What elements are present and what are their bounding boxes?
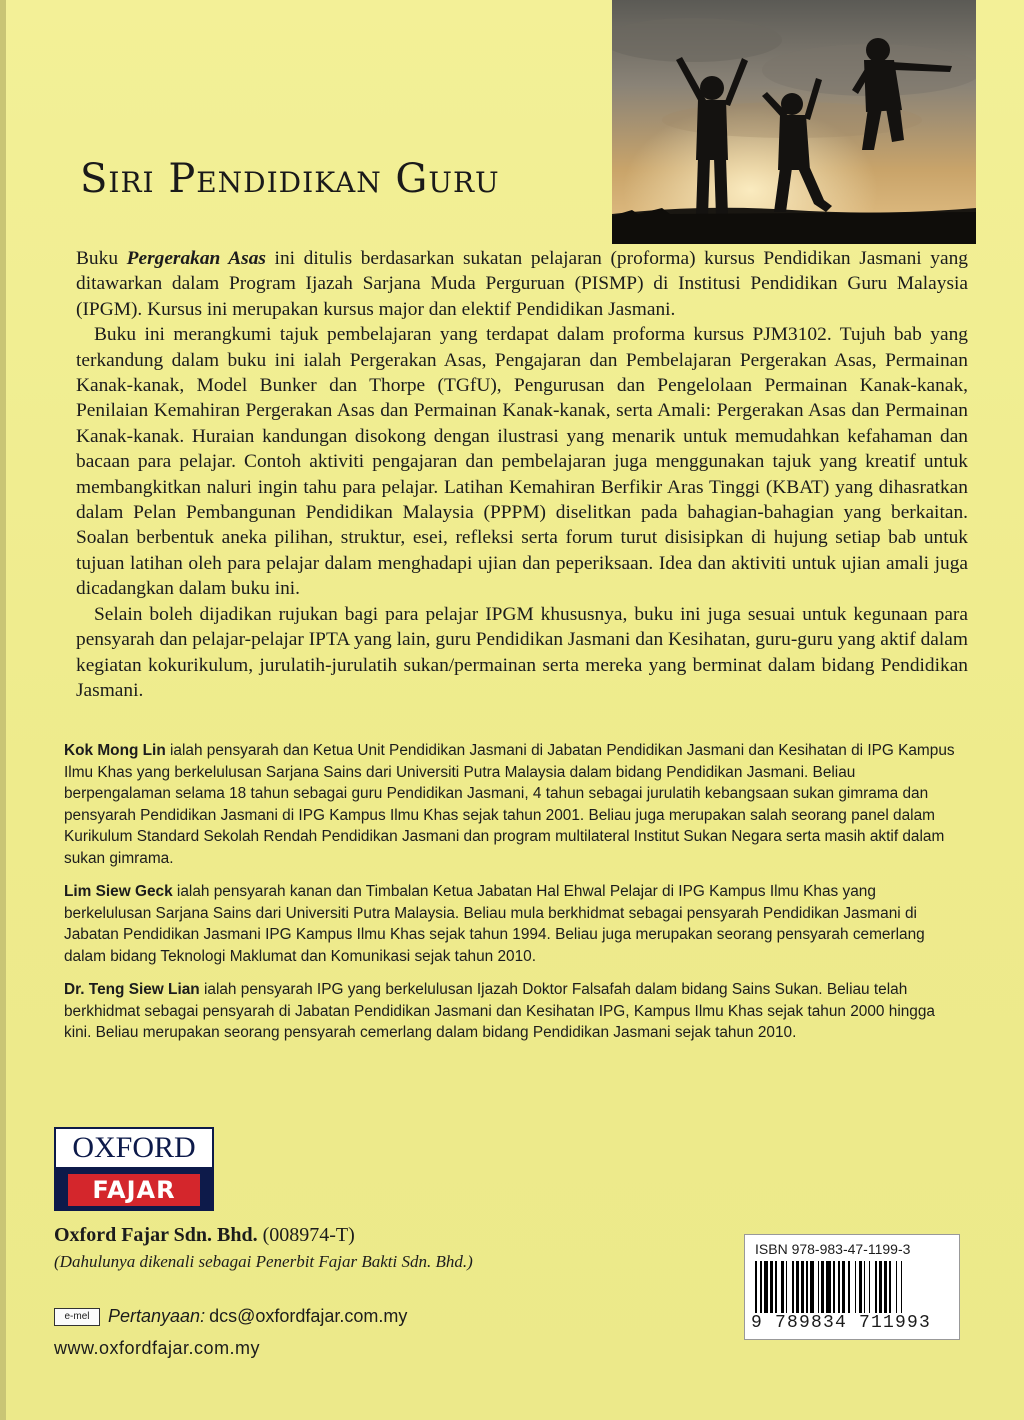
barcode-bar	[896, 1261, 898, 1313]
barcode-bar	[810, 1261, 815, 1313]
author-bios	[64, 740, 960, 1056]
barcode-bar	[755, 1261, 757, 1313]
email-tag-icon: e-mel	[54, 1308, 100, 1326]
barcode-bar	[869, 1261, 871, 1313]
book-description	[76, 246, 968, 703]
publisher-former-name: (Dahulunya dikenali sebagai Penerbit Fajar Bakti Sdn. Bhd.)	[54, 1252, 473, 1271]
author-bio	[64, 881, 960, 967]
publisher-company: Oxford Fajar Sdn. Bhd.	[54, 1224, 258, 1246]
book-title: Pergerakan Asas	[126, 248, 266, 269]
barcode-bar	[901, 1261, 903, 1313]
oxford-fajar-logo	[54, 1127, 214, 1211]
barcode-bars	[755, 1261, 949, 1313]
barcode-bar	[833, 1261, 835, 1313]
barcode-bar	[864, 1261, 866, 1313]
barcode-bar	[760, 1261, 762, 1313]
author-name: Kok Mong Lin	[64, 742, 166, 759]
cover-photo-children-jumping	[612, 0, 976, 244]
description-text: Buku	[76, 248, 127, 269]
barcode-bar	[848, 1261, 850, 1313]
barcode-bar	[764, 1261, 769, 1313]
logo-fajar-band	[54, 1169, 214, 1211]
barcode-bar	[775, 1261, 777, 1313]
barcode-bar	[818, 1261, 820, 1313]
barcode-bar	[879, 1261, 882, 1313]
author-bio	[64, 740, 960, 869]
author-bio-text: ialah pensyarah kanan dan Timbalan Ketua Jabatan Hal Ehwal Pelajar di IPG Kampus Ilmu Khas yang berkelulusan Sarjana Sains dari Universiti Putra Malaysia. Beliau mula berkhidmat sebagai pensyarah Pendidikan Jasmani di Jabatan Pendidikan Jasmani IPG Kampus Ilmu Khas sejak tahun 1994. Beliau juga merupakan seorang pensyarah cemerlang dalam bidang Teknologi Maklumat dan Komunikasi sejak tahun 2010.	[64, 883, 925, 965]
author-bio-text: ialah pensyarah dan Ketua Unit Pendidikan Jasmani di Jabatan Pendidikan Jasmani dan Kesihatan di IPG Kampus Ilmu Khas yang berkelulusan Sarjana Sains dari Universiti Putra Malaysia dalam bidang Pendidikan Jasmani. Beliau berpengalaman selama 18 tahun sebagai guru Pendidikan Jasmani, 4 tahun sebagai jurulatih kebangsaan sukan gimrama dan pensyarah Pendidikan Jasmani di IPG Kampus Ilmu Khas sejak tahun 2001. Beliau juga merupakan salah seorang panel dalam Kurikulum Standard Sekolah Rendah Pendidikan Jasmani dan program multilateral Institut Sukan Negara serta masih aktif dalam sukan gimrama.	[64, 742, 955, 867]
barcode-bar	[859, 1261, 862, 1313]
barcode-bar	[889, 1261, 891, 1313]
description-paragraph-1	[76, 246, 968, 322]
barcode-bar	[786, 1261, 788, 1313]
barcode-bar	[842, 1261, 845, 1313]
description-paragraph-2: Buku ini merangkumi tajuk pembelajaran yang terdapat dalam proforma kursus PJM3102. Tujuh bab yang terkandung dalam buku ini ialah Pergerakan Asas, Pengajaran dan Pembelajaran Pergerakan Asas, Permainan Kanak-kanak, Model Bunker dan Thorpe (TGfU), Pengurusan dan Pengelolaan Permainan Kanak-kanak, Penilaian Kemahiran Pergerakan Asas dan Permainan Kanak-kanak, serta Amali: Pergerakan Asas dan Permainan Kanak-kanak. Huraian kandungan disokong dengan ilustrasi yang menarik untuk memudahkan kefahaman dan bacaan para pelajar. Contoh aktiviti pengajaran dan pembelajaran juga menggunakan tajuk yang kreatif untuk membangkitkan naluri ingin tahu para pelajar. Latihan Kemahiran Berfikir Aras Tinggi (KBAT) yang dihasratkan dalam Pelan Pembangunan Pendidikan Malaysia (PPPM) diselitkan pada bahagian-bahagian yang berkaitan. Soalan berbentuk aneka pilihan, struktur, esei, refleksi serta forum turut disisipkan di hujung setiap bab untuk tujuan latihan oleh para pelajar dalam menghadapi ujian dan peperiksaan. Idea dan aktiviti untuk ujian amali juga dicadangkan dalam buku ini.	[76, 324, 968, 600]
author-bio	[64, 979, 960, 1044]
publisher-reg-number: (008974-T)	[257, 1224, 355, 1246]
barcode-bar	[875, 1261, 877, 1313]
author-name: Dr. Teng Siew Lian	[64, 981, 200, 998]
enquiry-label: Pertanyaan:	[108, 1306, 206, 1326]
description-text: ini ditulis berdasarkan sukatan pelajaran (proforma) kursus Pendidikan Jasmani yang ditawarkan dalam Program Ijazah Sarjana Muda Perguruan (PISMP) di Institusi Pendidikan Guru Malaysia (IPGM). Kursus ini merupakan kursus major dan elektif Pendidikan Jasmani.	[76, 248, 968, 320]
barcode-bar	[781, 1261, 784, 1313]
barcode-bar	[770, 1261, 773, 1313]
barcode-bar	[855, 1261, 857, 1313]
logo-fajar-text: FAJAR	[68, 1174, 200, 1206]
contact-email-line	[54, 1306, 407, 1327]
author-bio-text: ialah pensyarah IPG yang berkelulusan Ijazah Doktor Falsafah dalam bidang Sains Sukan. Beliau telah berkhidmat sebagai pensyarah di Jabatan Pendidikan Jasmani dan Kesihatan IPG, Kampus Ilmu Khas sejak tahun 2000 hingga kini. Beliau merupakan seorang pensyarah cemerlang dalam bidang Pendidikan Jasmani sejak tahun 2010.	[64, 981, 935, 1041]
barcode-bar	[884, 1261, 887, 1313]
cover-spine-edge	[0, 0, 6, 1420]
barcode-bar	[801, 1261, 804, 1313]
barcode-bar	[838, 1261, 840, 1313]
publisher-name	[54, 1224, 355, 1247]
author-name: Lim Siew Geck	[64, 883, 173, 900]
logo-oxford-text: OXFORD	[54, 1127, 214, 1169]
barcode-bar	[821, 1261, 824, 1313]
series-title: Siri Pendidikan Guru	[80, 156, 500, 202]
barcode-bar	[806, 1261, 808, 1313]
barcode-bar	[792, 1261, 794, 1313]
isbn-barcode	[744, 1234, 960, 1340]
barcode-bar	[796, 1261, 799, 1313]
barcode-bar	[826, 1261, 831, 1313]
email-address[interactable]: dcs@oxfordfajar.com.my	[209, 1306, 408, 1326]
description-paragraph-3: Selain boleh dijadikan rujukan bagi para pelajar IPGM khususnya, buku ini juga sesuai untuk kegunaan para pensyarah dan pelajar-pelajar IPTA yang lain, guru Pendidikan Jasmani dan Kesihatan, guru-guru yang aktif dalam kegiatan kokurikulum, jurulatih-jurulatih sukan/permainan serta mereka yang berminat dalam bidang Pendidikan Jasmani.	[76, 603, 968, 701]
isbn-number: ISBN 978-983-47-1199-3	[755, 1241, 911, 1257]
website-url[interactable]: www.oxfordfajar.com.my	[54, 1338, 261, 1358]
barcode-digits: 9 789834 711993	[751, 1313, 932, 1333]
